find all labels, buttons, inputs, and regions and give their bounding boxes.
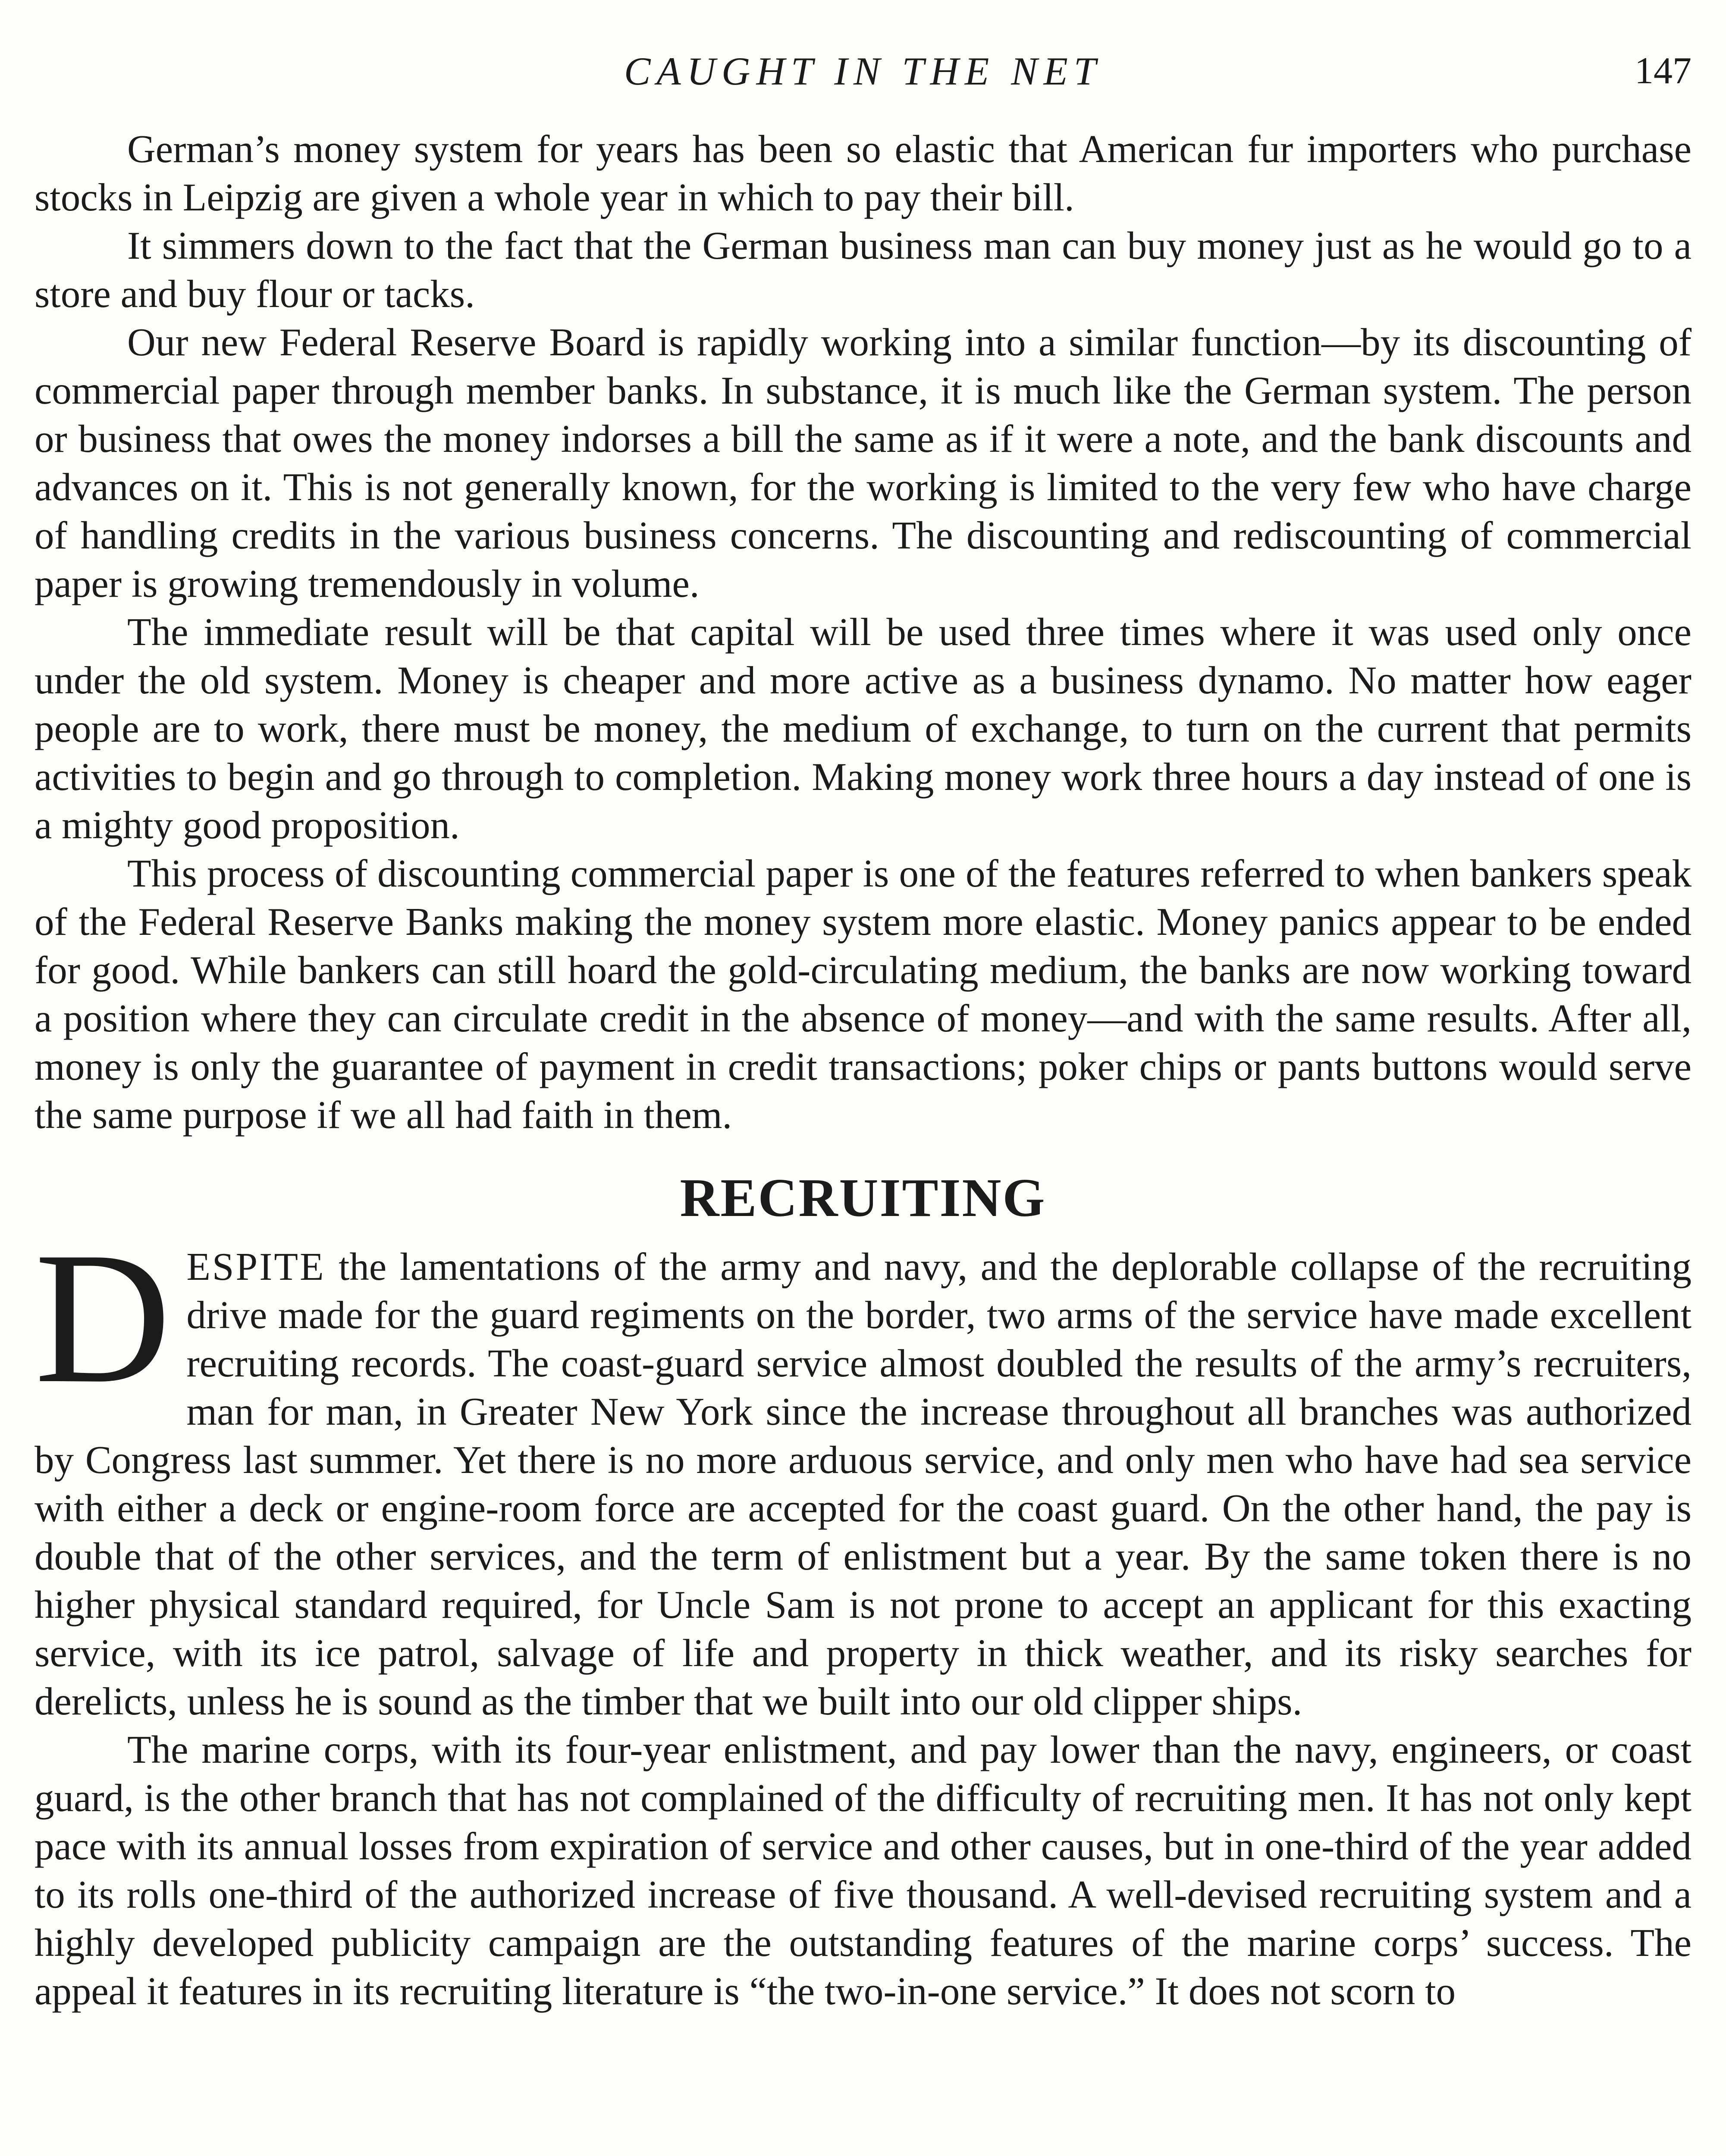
page-number: 147	[1635, 50, 1691, 92]
paragraph-1: German’s money system for years has been so elastic that American fur importers who purchase stocks in Leipzig are given a whole year in which to pay their bill.	[35, 127, 1691, 219]
running-title: CAUGHT IN THE NET	[624, 49, 1102, 93]
lead-word: ESPITE	[186, 1245, 326, 1288]
paragraph-4: The immediate result will be that capital will be used three times where it was used only once under the old system. Money is cheaper and more active as a business dynamo. No matter how eager people are to work, there must be money, the medium of exchange, to turn on the current that permits activities to begin and go through to completion. Making money work three hours a day instead of one is a mighty good proposition.	[35, 610, 1691, 847]
section-heading: RECRUITING	[680, 1168, 1046, 1228]
recruiting-paragraph-1-text: the lamentations of the army and navy, and the deplorable collapse of the recruiting drive made for the guard regiments on the border, two arms of the service have made excellent recruiting records. The coast-guard service almost doubled the results of the army’s recruiters, man for man, in Greater New York since the increase throughout all branches was authorized by Congress last summer. Yet there is no more arduous service, and only men who have had sea service with either a deck or engine-room force are accepted for the coast guard. On the other hand, the pay is double that of the other services, and the term of enlistment but a year. By the same token there is no higher physical standard required, for Uncle Sam is not prone to accept an applicant for this exacting service, with its ice patrol, salvage of life and property in thick weather, and its risky searches for derelicts, unless he is sound as the timber that we built into our old clipper ships.	[35, 1245, 1691, 1723]
recruiting-paragraph-2: The marine corps, with its four-year enlistment, and pay lower than the navy, engineers, or coast guard, is the other branch that has not complained of the difficulty of recruiting men. It has not only kept pace with its annual losses from expiration of service and other causes, but in one-third of the year added to its rolls one-third of the authorized increase of five thousand. A well-devised recruiting system and a highly developed publicity campaign are the outstanding features of the marine corps’ success. The appeal it features in its recruiting literature is “the two-in-one service.” It does not scorn to	[35, 1728, 1691, 2013]
paragraph-2: It simmers down to the fact that the German business man can buy money just as he would go to a store and buy flour or tacks.	[35, 224, 1691, 316]
body-text	[35, 125, 1691, 2015]
running-head	[35, 43, 1691, 99]
recruiting-paragraph-1	[35, 1213, 1691, 1726]
paragraph-3: Our new Federal Reserve Board is rapidly working into a similar function—by its discounting of commercial paper through member banks. In substance, it is much like the German system. The person or business that owes the money indorses a bill the same as if it were a note, and the bank discounts and advances on it. This is not generally known, for the working is limited to the very few who have charge of handling credits in the various business concerns. The discounting and rediscounting of commercial paper is growing tremendously in volume.	[35, 320, 1691, 605]
drop-cap: D	[35, 1213, 171, 1422]
paragraph-5: This process of discounting commercial paper is one of the features referred to when bankers speak of the Federal Reserve Banks making the money system more elastic. Money panics appear to be ended for good. While bankers can still hoard the gold-circulating medium, the banks are now working toward a position where they can circulate credit in the absence of money—and with the same results. After all, money is only the guarantee of payment in credit transactions; poker chips or pants buttons would serve the same purpose if we all had faith in them.	[35, 852, 1691, 1137]
